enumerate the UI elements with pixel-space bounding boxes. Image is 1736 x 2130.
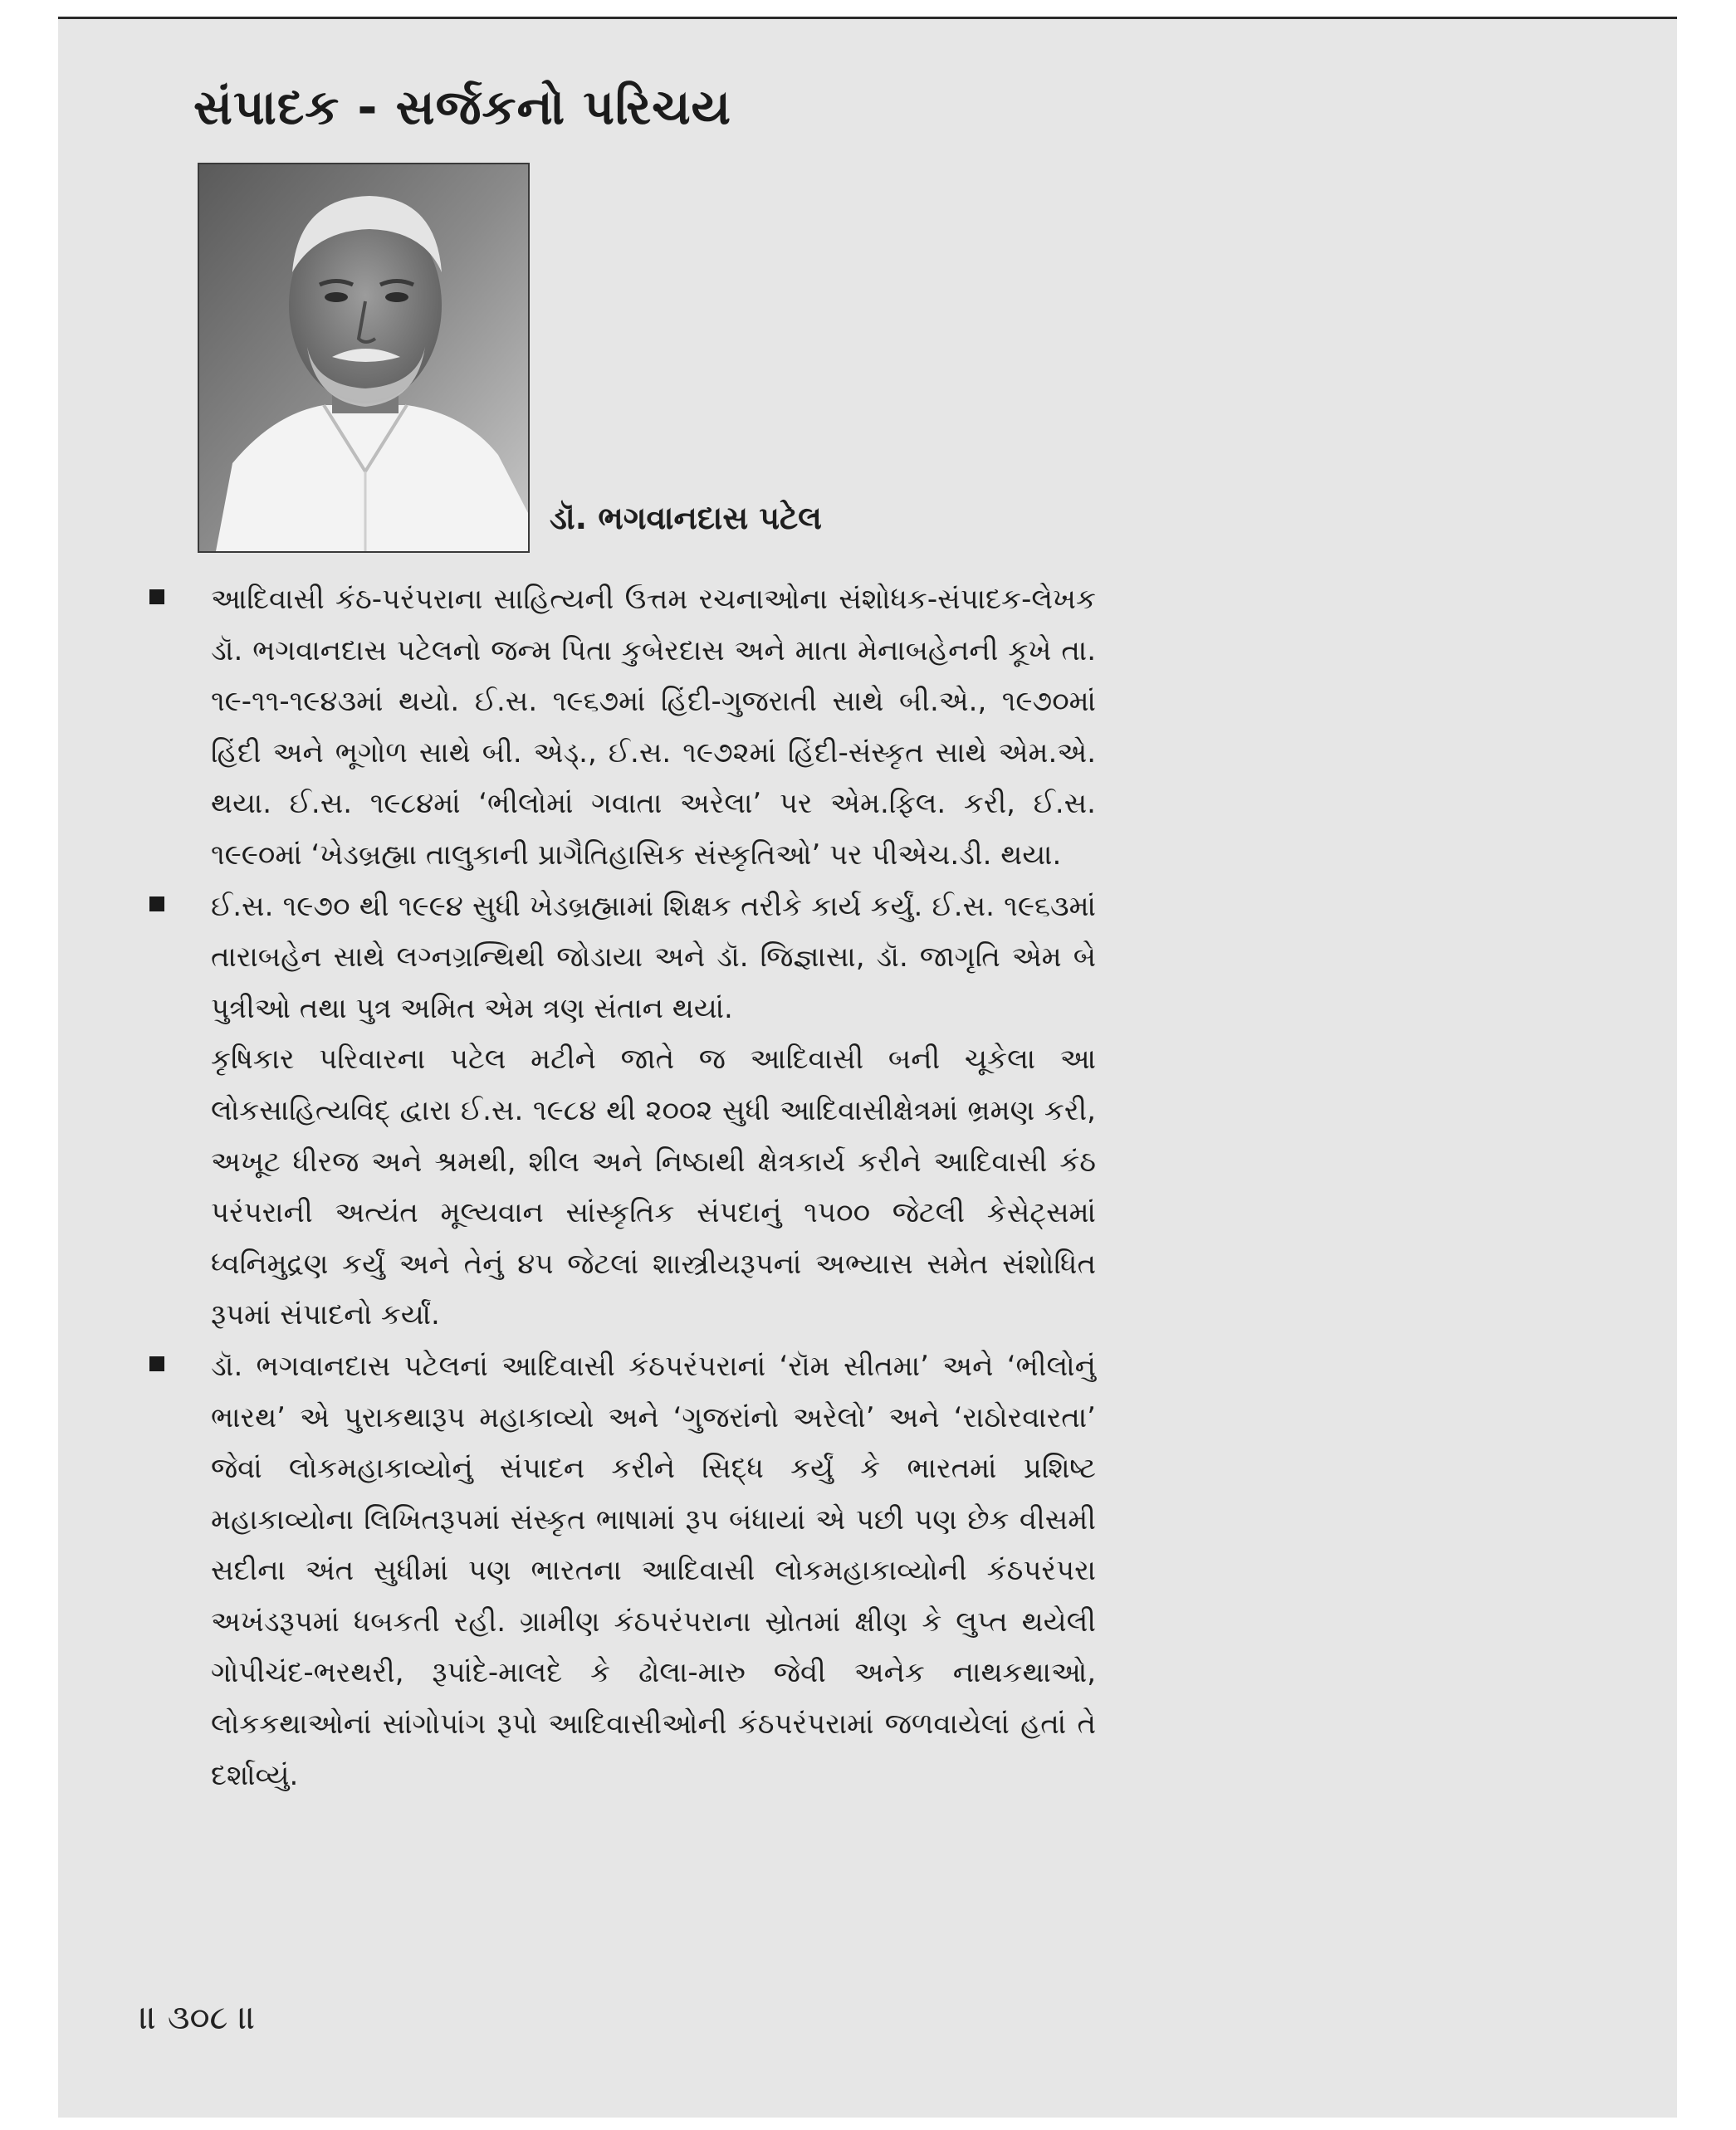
page-title: સંપાદક - સર્જકનો પરિચય <box>193 79 731 135</box>
page-number: ॥ ૩૦૮ ॥ <box>139 1999 257 2037</box>
bio-paragraph: ઈ.સ. ૧૯૭૦ થી ૧૯૯૪ સુધી ખેડબ્રહ્મામાં શિક્ષક તરીકે કાર્ય કર્યું. ઈ.સ. ૧૯૬૩માં તારાબહેન સાથે લગ્નગ્રન્થિથી જોડાયા અને ડૉ. જિજ્ઞાસા, ડૉ. જાગૃતિ એમ બે પુત્રીઓ તથા પુત્ર અમિત એમ ત્રણ સંતાન થયાં. <box>211 889 1096 1025</box>
bullet-item <box>149 574 1096 882</box>
bio-paragraph: કૃષિકાર પરિવારના પટેલ મટીને જાતે જ આદિવાસી બની ચૂકેલા આ લોકસાહિત્યવિદ્ દ્વારા ઈ.સ. ૧૯૮૪ થી ૨૦૦૨ સુધી આદિવાસીક્ષેત્રમાં ભ્રમણ કરી, અખૂટ ધીરજ અને શ્રમથી, શીલ અને નિષ્ઠાથી ક્ષેત્રકાર્ય કરીને આદિવાસી કંઠ પરંપરાની અત્યંત મૂલ્યવાન સાંસ્કૃતિક સંપદાનું ૧૫૦૦ જેટલી કેસેટ્સમાં ધ્વનિમુદ્રણ કર્યું અને તેનું ૪૫ જેટલાં શાસ્ત્રીયરૂપનાં અભ્યાસ સમેત સંશોધિત રૂપમાં સંપાદનો કર્યાં. <box>211 1043 1096 1332</box>
bio-paragraph: આદિવાસી કંઠ-પરંપરાના સાહિત્યની ઉત્તમ રચનાઓના સંશોધક-સંપાદક-લેખક ડૉ. ભગવાનદાસ પટેલનો જન્મ પિતા કુબેરદાસ અને માતા મેનાબહેનની કૂખે તા. ૧૯-૧૧-૧૯૪૩માં થયો. ઈ.સ. ૧૯૬૭માં હિંદી-ગુજરાતી સાથે બી.એ., ૧૯૭૦માં હિંદી અને ભૂગોળ સાથે બી. એડ્., ઈ.સ. ૧૯૭૨માં હિંદી-સંસ્કૃત સાથે એમ.એ. થયા. ઈ.સ. ૧૯૮૪માં ‘ભીલોમાં ગવાતા અરેલા’ પર એમ.ફિલ. કરી, ઈ.સ. ૧૯૯૦માં ‘ખેડબ્રહ્મા તાલુકાની પ્રાગૈતિહાસિક સંસ્કૃતિઓ’ પર પીએચ.ડી. થયા. <box>211 583 1096 872</box>
author-photo <box>198 163 530 553</box>
bullet-item <box>149 1341 1096 1801</box>
bullet-marker <box>149 589 164 604</box>
bullet-item <box>149 882 1096 1341</box>
bullet-marker <box>149 896 164 911</box>
bullet-marker <box>149 1356 164 1371</box>
photo-caption: ડૉ. ભગવાનદાસ પટેલ <box>550 500 822 536</box>
bio-content <box>149 574 1096 1801</box>
bio-paragraph: ડૉ. ભગવાનદાસ પટેલનાં આદિવાસી કંઠપરંપરાનાં ‘રૉમ સીતમા’ અને ‘ભીલોનું ભારથ’ એ પુરાકથારૂપ મહાકાવ્યો અને ‘ગુજરાંનો અરેલો’ અને ‘રાઠોરવારતા’ જેવાં લોકમહાકાવ્યોનું સંપાદન કરીને સિદ્ધ કર્યું કે ભારતમાં પ્રશિષ્ટ મહાકાવ્યોના લિખિતરૂપમાં સંસ્કૃત ભાષામાં રૂપ બંધાયાં એ પછી પણ છેક વીસમી સદીના અંત સુધીમાં પણ ભારતના આદિવાસી લોકમહાકાવ્યોની કંઠપરંપરા અખંડરૂપમાં ધબકતી રહી. ગ્રામીણ કંઠપરંપરાના સ્રોતમાં ક્ષીણ કે લુપ્ત થયેલી ગોપીચંદ-ભરથરી, રૂપાંદે-માલદે કે ઢોલા-મારુ જેવી અનેક નાથકથાઓ, લોકકથાઓનાં સાંગોપાંગ રૂપો આદિવાસીઓની કંઠપરંપરામાં જળવાયેલાં હતાં તે દર્શાવ્યું. <box>211 1349 1096 1792</box>
